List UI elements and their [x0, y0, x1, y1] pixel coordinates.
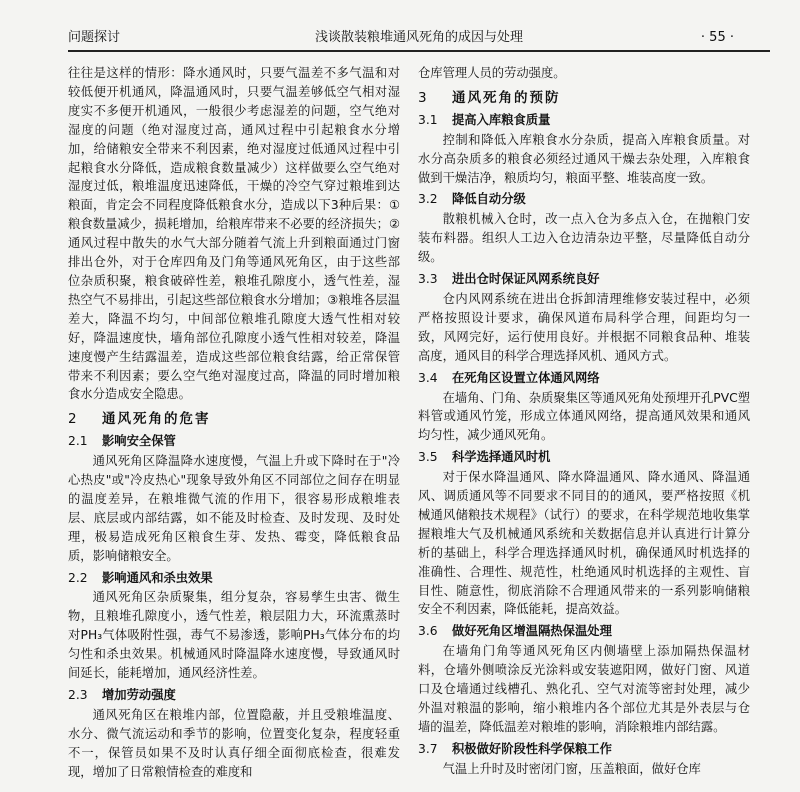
paragraph: 在墙角门角等通风死角区内侧墙壁上添加隔热保温材料，仓墙外侧喷涂反光涂料或安装遮阳网，做好门窗、风道口及仓墙通过线槽孔、熟化孔、空气对流等密封处理，减少外温对粮温的影响，缩小粮堆内各个部位尤其是外表层与仓墙的温差，降低温差对粮堆的影响，消除粮堆内部结露。: [418, 644, 750, 734]
subsection-number: 2.3: [68, 688, 88, 702]
section-number: 3: [418, 89, 429, 106]
page-number: · 55 ·: [700, 30, 734, 45]
page-header: [68, 26, 770, 52]
paragraph: 通风死角区在粮堆内部，位置隐蔽，并且受粮堆温度、水分、微气流运动和季节的影响，位置变化复杂，程度轻重不一，保管员如果不及时认真仔细全面彻底检查，很难发现，增加了日常粮情检查的难度和: [68, 707, 400, 779]
section-heading: [68, 410, 400, 429]
subsection-title: 影响安全保管: [102, 434, 176, 449]
subsection-title: 进出仓时保证风网系统良好: [452, 272, 600, 287]
subsection-title: 在死角区设置立体通风网络: [452, 370, 600, 385]
paragraph: 往往是这样的情形：降水通风时，只要气温差不多气温和对较低便开机通风，降温通风时，只要气温差够低空气相对湿度实不多便开机通风，一般很少考虑湿差的问题，空气绝对湿度的问题（绝对湿度过高，通风过程中引起粮食水分增加，给储粮安全带来不利因素，绝对湿度过低通风过程中引起粮食水分降低，造成粮食数量减少）这样做要么空气绝对湿度过低，粮堆温度迅速降低，干燥的冷空气穿过粮堆到达粮面，肯定会不同程度降低粮食水分，造成以下3种后果：①粮食数量减少，损耗增加，给粮库带来不必要的经济损失；②通风过程中散失的水气大部分随着气流上升到粮面通过门窗排出仓外，对于仓库四角及门角等通风死角区，由于这些部位杂质积聚，粮食破碎性差，粮堆孔隙度小，透气性差，湿热空气不易排出，引起这些部位粮食水分增加；③粮堆各层温差大，降温不均匀，中间部位粮堆孔隙度大透气性相对较好，降温速度快，墙角部位孔隙度小透气性相对较差，降温速度慢产生结露温差，造成这些部位粮食结露，给正常保管带来不利因素；要么空气绝对湿度过高，降温的同时增加粮食水分造成安全隐患。: [68, 66, 400, 402]
paragraph: 通风死角区降温降水速度慢，气温上升或下降时在于"冷心热皮"或"冷皮热心"现象导致外角区不同部位之间存在明显的温度差异，在粮堆微气流的作用下，很容易形成粮堆表层、底层或内部结露，如不能及时检查、及时发现、及时处理，极易造成死角区粮食生芽、发热、霉变，降低粮食品质，影响储粮安全。: [68, 454, 400, 563]
subsection-number: 2.2: [68, 570, 88, 585]
paragraph: 仓库管理人员的劳动强度。: [418, 66, 566, 80]
subsection-number: 3.2: [418, 192, 438, 207]
subsection-heading: [418, 190, 750, 209]
subsection-title: 科学选择通风时机: [452, 450, 551, 465]
right-column: [418, 64, 750, 779]
subsection-number: 3.7: [418, 741, 438, 756]
subsection-heading: [418, 740, 750, 759]
subsection-title: 增加劳动强度: [102, 688, 176, 702]
subsection-number: 3.5: [418, 450, 438, 465]
paragraph: 通风死角区杂质聚集，组分复杂，容易孳生虫害、微生物，且粮堆孔隙度小，透气性差，粮层阻力大，环流熏蒸时对PH₃气体吸附性强，毒气不易渗透，影响PH₃气体分布的均匀性和杀虫效果。机械通风时降温降水速度慢，导致通风时间延长，能耗增加，通风经济性差。: [68, 590, 400, 681]
subsection-heading: [418, 270, 750, 289]
subsection-title: 做好死角区增温隔热保温处理: [452, 624, 612, 639]
header-section: 问题探讨: [68, 30, 121, 45]
subsection-heading: [418, 369, 750, 388]
paragraph: 仓内风网系统在进出仓拆卸清理维修安装过程中，必须严格按照设计要求，确保风道布局科学合理，间距均匀一致，风网完好，运行使用良好。并根据不同粮食品种、堆装高度，通风目的科学合理选择风机、通风方式。: [418, 291, 750, 363]
section-heading: [418, 89, 750, 108]
subsection-number: 3.6: [418, 624, 438, 639]
subsection-heading: [418, 448, 750, 467]
subsection-heading: [68, 686, 400, 705]
paragraph: 在墙角、门角、杂质聚集区等通风死角处预埋开孔PVC塑料管或通风竹笼，形成立体通风网络，提高通风效果和通风均匀性，减少通风死角。: [418, 390, 750, 443]
subsection-heading: [418, 622, 750, 641]
header-title: 浅谈散装粮堆通风死角的成因与处理: [314, 30, 523, 45]
section-number: 2: [68, 411, 79, 428]
subsection-number: 3.4: [418, 370, 438, 385]
subsection-heading: [68, 569, 400, 588]
subsection-heading: [418, 111, 750, 130]
paragraph: 对于保水降温通风、降水降温通风、降水通风、降温通风、调质通风等不同要求不同目的的通风，要严格按照《机械通风储粮技术规程》（试行）的要求，在科学规范地收集掌握粮堆大气及机械通风系统和关数据信息并认真进行计算分析的基础上，科学合理选择通风时机，确保通风时机选择的准确性、合理性、规范性，杜绝通风时机选择的主观性、盲目性、随意性，彻底消除不合理通风带来的一系列影响储粮安全不利因素，降低能耗，提高效益。: [418, 470, 750, 617]
subsection-heading: [68, 432, 400, 451]
subsection-number: 3.1: [418, 112, 438, 127]
paragraph: 散粮机械入仓时，改一点入仓为多点入仓，在抛粮门安装布料器。组织人工边入仓边清杂边平整，尽量降低自动分级。: [418, 212, 750, 265]
subsection-number: 3.3: [418, 272, 438, 287]
subsection-title: 影响通风和杀虫效果: [102, 570, 213, 585]
paragraph: 控制和降低入库粮食水分杂质，提高入库粮食质量。对水分高杂质多的粮食必须经过通风干燥去杂处理，入库粮食做到干燥洁净，粮质均匀，粮面平整、堆装高度一致。: [418, 132, 750, 185]
section-title: 通风死角的危害: [102, 411, 211, 428]
paragraph: 气温上升时及时密闭门窗，压盖粮面，做好仓库: [442, 761, 701, 776]
subsection-title: 提高入库粮食质量: [452, 112, 551, 127]
section-title: 通风死角的预防: [452, 89, 561, 106]
subsection-number: 2.1: [68, 434, 88, 449]
subsection-title: 降低自动分级: [452, 192, 526, 207]
left-column: [68, 64, 400, 782]
subsection-title: 积极做好阶段性科学保粮工作: [452, 741, 612, 756]
